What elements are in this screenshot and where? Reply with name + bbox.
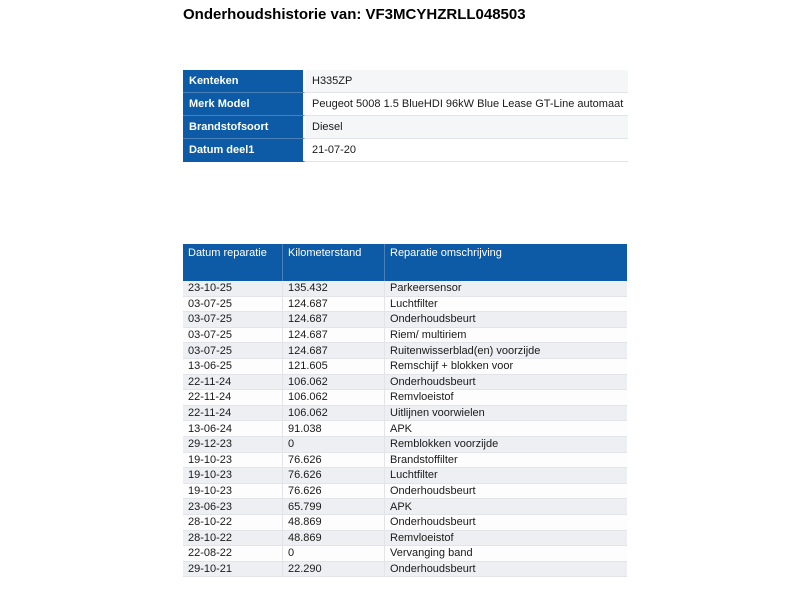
repair-description-cell: Onderhoudsbeurt: [385, 312, 627, 328]
table-row: [183, 281, 627, 297]
repair-description-cell: Onderhoudsbeurt: [385, 562, 627, 578]
info-value-cell: H335ZP: [306, 70, 628, 93]
repair-date-cell: 29-12-23: [183, 437, 283, 453]
table-row: [183, 468, 627, 484]
repair-description-cell: Uitlijnen voorwielen: [385, 406, 627, 422]
repair-date-cell: 22-11-24: [183, 390, 283, 406]
info-label-cell: Brandstofsoort: [183, 116, 306, 139]
repair-header-row: [183, 244, 627, 281]
repair-history-body: [183, 281, 627, 577]
repair-km-cell: 76.626: [283, 453, 385, 469]
table-row: [183, 359, 627, 375]
repair-date-cell: 23-06-23: [183, 499, 283, 515]
repair-description-cell: Remschijf + blokken voor: [385, 359, 627, 375]
repair-date-cell: 22-11-24: [183, 375, 283, 391]
repair-km-cell: 124.687: [283, 343, 385, 359]
info-value-cell: Diesel: [306, 116, 628, 139]
repair-description-cell: Onderhoudsbeurt: [385, 515, 627, 531]
repair-history-table: [183, 244, 627, 577]
repair-km-cell: 124.687: [283, 312, 385, 328]
repair-km-cell: 48.869: [283, 531, 385, 547]
repair-km-cell: 0: [283, 437, 385, 453]
table-row: [183, 546, 627, 562]
table-row: [183, 484, 627, 500]
table-row: [183, 499, 627, 515]
info-value-cell: Peugeot 5008 1.5 BlueHDI 96kW Blue Lease GT-Line automaat: [306, 93, 628, 116]
repair-date-cell: 13-06-25: [183, 359, 283, 375]
repair-description-cell: Remblokken voorzijde: [385, 437, 627, 453]
repair-date-cell: 03-07-25: [183, 297, 283, 313]
repair-date-cell: 28-10-22: [183, 515, 283, 531]
repair-date-cell: 03-07-25: [183, 343, 283, 359]
vehicle-info-table: [183, 70, 628, 162]
repair-km-cell: 121.605: [283, 359, 385, 375]
column-header-kilometerstand: Kilometerstand: [283, 244, 385, 281]
repair-km-cell: 106.062: [283, 375, 385, 391]
repair-km-cell: 124.687: [283, 328, 385, 344]
table-row: [183, 562, 627, 578]
repair-description-cell: Brandstoffilter: [385, 453, 627, 469]
info-row: [183, 116, 628, 139]
repair-description-cell: Vervanging band: [385, 546, 627, 562]
repair-date-cell: 22-08-22: [183, 546, 283, 562]
repair-description-cell: Riem/ multiriem: [385, 328, 627, 344]
repair-date-cell: 28-10-22: [183, 531, 283, 547]
table-row: [183, 453, 627, 469]
column-header-reparatie-omschrijving: Reparatie omschrijving: [385, 244, 627, 281]
repair-description-cell: Onderhoudsbeurt: [385, 375, 627, 391]
info-value-cell: 21-07-20: [306, 139, 628, 162]
info-label-cell: Kenteken: [183, 70, 306, 93]
repair-date-cell: 22-11-24: [183, 406, 283, 422]
repair-km-cell: 76.626: [283, 468, 385, 484]
repair-description-cell: Remvloeistof: [385, 390, 627, 406]
table-row: [183, 312, 627, 328]
info-row: [183, 70, 628, 93]
table-row: [183, 515, 627, 531]
table-row: [183, 343, 627, 359]
repair-date-cell: 19-10-23: [183, 453, 283, 469]
table-row: [183, 297, 627, 313]
repair-km-cell: 91.038: [283, 421, 385, 437]
repair-description-cell: Luchtfilter: [385, 297, 627, 313]
info-label-cell: Datum deel1: [183, 139, 306, 162]
repair-km-cell: 0: [283, 546, 385, 562]
table-row: [183, 375, 627, 391]
table-row: [183, 421, 627, 437]
repair-description-cell: Onderhoudsbeurt: [385, 484, 627, 500]
info-label-cell: Merk Model: [183, 93, 306, 116]
repair-km-cell: 106.062: [283, 390, 385, 406]
page-title: Onderhoudshistorie van: VF3MCYHZRLL048503: [183, 6, 526, 23]
repair-km-cell: 135.432: [283, 281, 385, 297]
table-row: [183, 406, 627, 422]
repair-date-cell: 03-07-25: [183, 312, 283, 328]
repair-date-cell: 19-10-23: [183, 468, 283, 484]
repair-date-cell: 29-10-21: [183, 562, 283, 578]
column-header-datum-reparatie: Datum reparatie: [183, 244, 283, 281]
repair-date-cell: 03-07-25: [183, 328, 283, 344]
repair-km-cell: 106.062: [283, 406, 385, 422]
table-row: [183, 437, 627, 453]
repair-description-cell: Ruitenwisserblad(en) voorzijde: [385, 343, 627, 359]
repair-km-cell: 48.869: [283, 515, 385, 531]
repair-description-cell: APK: [385, 499, 627, 515]
info-row: [183, 139, 628, 162]
repair-description-cell: Luchtfilter: [385, 468, 627, 484]
repair-date-cell: 19-10-23: [183, 484, 283, 500]
repair-description-cell: APK: [385, 421, 627, 437]
repair-km-cell: 76.626: [283, 484, 385, 500]
table-row: [183, 390, 627, 406]
repair-km-cell: 65.799: [283, 499, 385, 515]
repair-km-cell: 22.290: [283, 562, 385, 578]
table-row: [183, 531, 627, 547]
table-row: [183, 328, 627, 344]
repair-description-cell: Remvloeistof: [385, 531, 627, 547]
info-row: [183, 93, 628, 116]
repair-km-cell: 124.687: [283, 297, 385, 313]
repair-description-cell: Parkeersensor: [385, 281, 627, 297]
vehicle-info-body: [183, 70, 628, 162]
repair-date-cell: 13-06-24: [183, 421, 283, 437]
repair-date-cell: 23-10-25: [183, 281, 283, 297]
